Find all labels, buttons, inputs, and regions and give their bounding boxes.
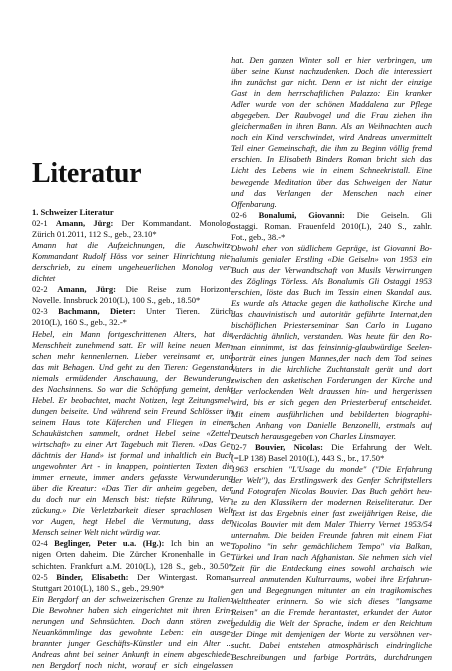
right_column-text-line: das chauvinistisch und autoritär geführte Internat,den <box>231 309 432 320</box>
right_column-text-line: Reisen" an die Fremde herantastet, erkundet der Autor <box>231 607 432 618</box>
left_column-text-line: derschrieb, zu einem ungeheuerlichen Monolog ver- <box>32 262 233 273</box>
left_column-text-line: Andreas ahnt bei seiner Ankunft in einem abgeschiede- <box>32 648 233 659</box>
author-name: Bouvier, Nicolas: <box>254 441 324 452</box>
left_column-text-line: 2010(L), 160 S., geb., 32.-* <box>32 317 127 328</box>
right_column-text-line: Obwohl eher von südlichem Gepräge, ist Giovanni Bo- <box>231 242 432 253</box>
right_column-text-line: Adler wurde von der schönen Maddalena zur Pflege <box>231 99 432 110</box>
right_column-text-line: Buch aus der Verwandtschaft von Musils Verwirrungen <box>231 264 432 275</box>
right_column-text-line: Offenbarung. <box>231 198 277 209</box>
left_column-text-line: vor Augen, hegt Hebel die Vermutung, dass der <box>32 516 233 527</box>
right_column-text-line: erschien. In Elisabeth Binders Roman bricht sich das <box>231 154 432 165</box>
left_column-text-line: Amann hat die Aufzeichnungen, die Auschwitz- <box>32 240 233 251</box>
right_column-text-line: geduldig die Welt der Sprache, indem er den Reichtum <box>231 618 432 629</box>
section-title: 1. Schweizer Literatur <box>32 207 114 217</box>
left_column-text-line: 02-5 Binder, Elisabeth: Der Wintergast. Roman. <box>32 571 233 582</box>
right_column-text-line: Licht des Lebens wie in einem Schneekristall. Eine <box>231 165 432 176</box>
left_column-text-line: nerungen und Sehnsüchten. Doch dann stören zwei <box>32 615 233 626</box>
left_column-text-line: 02-3 Bachmann, Dieter: Unter Tieren. Zürich <box>32 306 233 317</box>
right_column-text-line: Teil einer Gemeinschaft, die ihm zu Beginn völlig fremd <box>231 143 432 154</box>
left_column-text-line: Novelle. Innsbruck 2010(L), 100 S., geb., 18.50* <box>32 295 201 306</box>
right_column-text-line: Fot., geb., 38.-* <box>231 231 286 242</box>
right_column-text-line: abgegeben. Der Raubvogel und die Frau ziehen ihn <box>231 110 432 121</box>
left_column-text-line: nen Bergdorf noch nicht, worauf er sich eingelassen <box>32 659 233 670</box>
right_column-text-line: verdächtig ähnlich, verstanden. Was heute für den Ro- <box>231 331 432 342</box>
right_column-text-line: gen und Begegnungen mitunter an ein tragikomisches <box>231 585 432 596</box>
left_column-text-line: Kommandant Rudolf Höss vor seiner Hinrichtung nie- <box>32 251 233 262</box>
left_column-text-line: ungewohnter Art - in knappen, pointierten Texten die <box>32 461 233 472</box>
right_column-text-line: Gast in dem herrschaftlichen Palazzo: Ein kranker <box>231 88 432 99</box>
left_column-text-line: Hebel, ein Mann fortgeschrittenen Alters, hat die <box>32 328 233 339</box>
page-title: Literatur <box>32 158 142 189</box>
right_column-text-line: bewegende Meditation über das Schweigen der Natur <box>231 176 432 187</box>
right_column-text-line: der Welt"), das Erstlingswerk des Genfer Schriftstellers <box>231 474 432 485</box>
left_column-text-line: 02-1 Amann, Jürg: Der Kommandant. Monolog. <box>32 218 233 229</box>
left_column-text-line: dächtnis der Hand» ist formal und inhaltlich ein Buch <box>32 450 233 461</box>
left_column-text-line: immer erneute, immer anders gefasste Verwunderung <box>32 472 233 483</box>
author-name: Binder, Elisabeth: <box>56 571 129 582</box>
right_column-text-line: und Fotografen Nicolas Bouvier. Das Buch gehört heu- <box>231 485 432 496</box>
right_column-text-line: noch ein Kind verschwindet, wird Andreas unvermittelt <box>231 132 432 143</box>
right_column-text-line: nalumis genialer Erstling «Die Geiseln» von 1953 ein <box>231 253 432 264</box>
right_column-text-line: Nicolas Bouvier mit dem Maler Thierry Vernet 1953/54 <box>231 518 432 529</box>
author-name: Bonalumi, Giovanni: <box>258 209 345 220</box>
right_column-text-line: Vaters in die kirchliche Zuchtanstalt gerät und dort <box>231 364 432 375</box>
right_column-text-line: der verlockenden Welt draussen hin- und hergerissen <box>231 386 432 397</box>
right_column-text-line: erschien, löste das Buch im Tessin einen Skandal aus. <box>231 286 432 297</box>
right_column-text-line: des Zöglings Törless. Als Bonalumis Gli Ostaggi 1953 <box>231 275 432 286</box>
right_column-text-line: (=LP 138) Basel 2010(L), 443 S., br., 17.50* <box>231 452 385 463</box>
right_column-text-line: man einnimmt, ist das feinsinnig-glaubwürdige Seelen- <box>231 342 432 353</box>
left_column-text-line: Stuttgart 2010(L), 180 S., geb., 29.90* <box>32 582 165 593</box>
right-column <box>231 55 432 663</box>
right_column-text-line: wird, bis er sich gegen den Priesterberuf entscheidet. <box>231 397 432 408</box>
left_column-text-line: dichtet <box>32 273 56 284</box>
left_column-text-line: zückung.» Die Verletzbarkeit dieser sprachlosen Welt <box>32 505 233 516</box>
right_column-text-line: ostaggi. Roman. Frauenfeld 2010(L), 240 S., zahlr. <box>231 220 432 231</box>
left_column-text-line: schichten. Frankfurt a.M. 2010(L), 128 S., geb., 30.50* <box>32 560 233 571</box>
right_column-text-line: Topolino "in sehr gemächlichem Tempo" via Balkan, <box>231 541 432 552</box>
left_column-text-line: seinem Haus tote Käferchen und Fliegen in einem <box>32 416 233 427</box>
author-name: Beglinger, Peter u.a. (Hg.): <box>54 538 165 549</box>
left_column-text-line: 02-2 Amann, Jürg: Die Reise zum Horizont. <box>32 284 233 295</box>
left_column-text-line: schen mehr kennenlernen. Lieber vereinsamt er, und <box>32 350 233 361</box>
right_column-text-line: über seine Kunst nachzudenken. Doch die interessiert <box>231 66 432 77</box>
left_column-text-line: du doch nur ein Mensch bist: tiefste Rührung, Ver- <box>32 494 233 505</box>
right_column-text-line: 02-6 Bonalumi, Giovanni: Die Geiseln. Gli <box>231 209 432 220</box>
left_column-text-line: Die Bewohner haben sich eingerichtet mit ihren Erin- <box>32 604 233 615</box>
left_column-text-line: niemals ermüdender Anschauung, der Bewunderung, <box>32 372 233 383</box>
right_column-text-line: bischöflichen Priesterseminar San Carlo in Lugano <box>231 320 432 331</box>
left-column-body <box>32 207 233 671</box>
left_column-text-line: Zürich 01.2011, 112 S., geb., 23.10* <box>32 229 157 240</box>
left_column-text-line: Schaukästchen sammelt, ordnet Hebel seine «Zettel- <box>32 427 233 438</box>
left_column-text-line: 02-4 Beglinger, Peter u.a. (Hg.): Ich bin an we- <box>32 538 233 549</box>
left_column-text-line: nigen Orten daheim. Die Zürcher Kronenhalle in Ge- <box>32 549 233 560</box>
left_column-text-line: Ein Bergdorf an der schweizerischen Grenze zu Italien: <box>32 593 233 604</box>
right_column-text-line: Deutsch herausgegeben von Charles Linsmayer. <box>231 430 396 441</box>
author-name: Bachmann, Dieter: <box>58 306 136 317</box>
left_column-text-line: brannter junger Geschäfts-Künstler und ein Alter ... <box>32 637 233 648</box>
author-name: Amann, Jürg: <box>57 284 117 295</box>
author-name: Amann, Jürg: <box>55 218 114 229</box>
right_column-text-line: hat. Den ganzen Winter soll er hier verbringen, um <box>231 55 432 65</box>
left_column-text-line: wirtschaft» zu einer Art Tagebuch mit Tieren. «Das Ge- <box>32 438 233 449</box>
left_column-text-line: das mit Behagen. Und geht zu den Tieren: Gegenstand <box>32 361 233 372</box>
left_column-text-line: Mensch seiner Welt nicht würdig war. <box>32 527 161 538</box>
right_column-text-line: Es wurde als Attacke gegen die katholische Kirche und <box>231 298 432 309</box>
left_column-text-line: dungen beiseite. Und während sein Freund Schlösser in <box>32 405 233 416</box>
right_column-text-line: 02-7 Bouvier, Nicolas: Die Erfahrung der Welt. <box>231 441 432 452</box>
left_column-text-line: über die Kreatur: «Das Tier dir anheim gegeben, der <box>32 483 233 494</box>
left_column-text-line: Menschheit zunehmend satt. Er will keine neuen Men- <box>32 339 233 350</box>
right_column-text-line: Zeit für die Entdeckung eines sowohl archaisch wie <box>231 563 432 574</box>
right_column-text-line: 1963 erschien "L'Usage du monde" ("Die Erfahrung <box>231 463 432 474</box>
right_column-text-line: surreal anmutenden Kulturraums, wobei ihre Erfahrun- <box>231 574 432 585</box>
right_column-text-line: schen Anhang von Danielle Benzonelli, erstmals auf <box>231 419 432 430</box>
right_column-text-line: unternahm. Die beiden Freunde fahren mit einem Fiat <box>231 530 432 541</box>
right_column-text-line: der Dinge mit demjenigen der Worte zu versöhnen ver- <box>231 629 432 640</box>
right_column-text-line: Beschreibungen und farbige Porträts, durchdrungen <box>231 651 432 662</box>
right_column-text-line: und das Verlangen der Menschen nach einer <box>231 187 432 198</box>
right_column-text-line: Mit einem ausführlichen und bebilderten biographi- <box>231 408 432 419</box>
right_column-text-line: ihn zunächst gar nicht. Denn er ist nicht der einzige <box>231 77 432 88</box>
right_column-text-line: gleichermaßen in ihren Bann. Als an Weihnachten auch <box>231 121 432 132</box>
right_column-text-line: zwischen den asketischen Forderungen der Kirche und <box>231 375 432 386</box>
right_column-text-line: sucht. Dabei entstehen atmosphärisch eindringliche <box>231 640 432 651</box>
right_column-text-line: porträt eines jungen Mannes,der nach dem Tod seines <box>231 353 432 364</box>
left_column-text-line: des Nachsinnens. So war die Schöpfung gemeint, denkt <box>32 383 233 394</box>
left_column-text-line: Hebel. Er beobachtet, macht Notizen, legt Zeitungsmel- <box>32 394 233 405</box>
right_column-text-line: Welttheater erinnern. So wie sich dieses "langsame <box>231 596 432 607</box>
right_column-text-line: te zu den Klassikern der modernen Reiseliteratur. Der <box>231 496 432 507</box>
left_column-text-line: Neuankömmlinge das gewohnte Leben: ein ausge- <box>32 626 233 637</box>
right_column-text-line: Text ist das Ergebnis einer fast zweijährigen Reise, die <box>231 507 432 518</box>
right_column-text-line: Türkei und Iran nach Afghanistan. Sie nehmen sich viel <box>231 552 432 563</box>
